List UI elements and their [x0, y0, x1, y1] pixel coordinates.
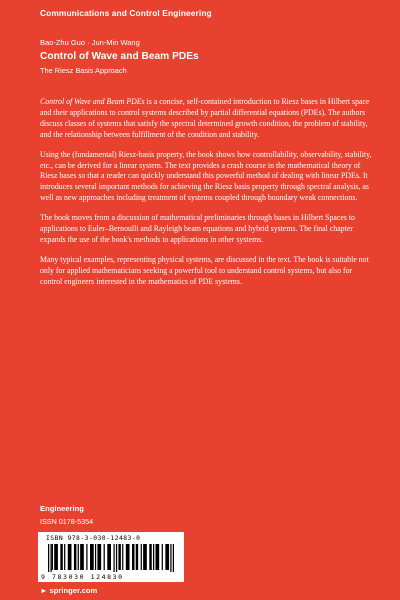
barcode-bar	[78, 544, 79, 570]
barcode-bar	[107, 544, 111, 570]
barcode-bar	[173, 544, 174, 572]
barcode-bar	[48, 544, 49, 572]
barcode-bar	[60, 544, 62, 570]
barcode-bar	[132, 544, 134, 570]
blurb-title-italic: Control of Wave and Beam PDEs	[40, 97, 145, 106]
barcode-bar	[86, 544, 87, 570]
authors: Bao-Zhu Guo · Jun-Min Wang	[40, 38, 140, 47]
blurb	[40, 97, 374, 297]
barcode-bar	[122, 544, 123, 570]
barcode-bar	[97, 544, 101, 570]
isbn-label: ISBN 978-3-030-12483-0	[46, 535, 141, 542]
barcode-bar	[126, 544, 130, 570]
barcode-bar	[162, 544, 163, 570]
blurb-paragraph-2: Using the (fundamental) Riesz-basis property, the book shows how controllability, observability, stability, etc., can be derived for a linear system. The text provides a crash course in the mathematical theory of Riesz bases so that a reader can quickly understand this powerful method of dealing with linear PDEs. It introduces several important methods for achieving the Riesz basis property through spectral analysis, as well as new approaches including treatment of systems coupled through boundary weak connections.	[40, 149, 372, 203]
barcode-bar	[165, 544, 169, 570]
barcode-digits: 9 783030 124830	[41, 573, 124, 581]
barcode-bar	[136, 544, 138, 570]
book-title: Control of Wave and Beam PDEs	[40, 51, 199, 62]
barcode-box	[38, 532, 184, 582]
series-name: Communications and Control Engineering	[40, 8, 212, 18]
barcode-bar	[54, 544, 58, 570]
arrow-icon: ►	[40, 586, 48, 595]
blurb-paragraph-4: Many typical examples, representing physical systems, are discussed in the text. The book is suitable not only for applied mathematicians seeking a powerful tool to understand control systems, but also for control engineers interested in the mathematics of PDE systems.	[40, 254, 369, 286]
book-subtitle: The Riesz Basis Approach	[40, 66, 127, 75]
barcode-icon	[48, 544, 174, 572]
barcode-bar	[149, 544, 151, 570]
barcode-bar	[155, 544, 159, 570]
blurb-p1-text: is a concise, self-contained introduction to Riesz bases in Hilbert space and their applications to control systems described by partial differential equations (PDEs). The authors discuss classes of systems that satisfy the spectral determined growth condition, the problem of stability, and the relationship between fulfillment of the condition and stability.	[40, 97, 370, 139]
barcode-bar	[113, 544, 114, 572]
barcode-bar	[90, 544, 94, 570]
barcode-bar	[74, 544, 76, 570]
barcode-bar	[170, 544, 171, 572]
barcode-bar	[64, 544, 65, 570]
subject-category: Engineering	[40, 504, 84, 513]
barcode-bar	[52, 544, 53, 570]
barcode-bar	[141, 544, 142, 570]
publisher-website[interactable]	[40, 586, 97, 595]
barcode-bar	[68, 544, 72, 570]
barcode-bar	[118, 544, 120, 570]
barcode-bar	[80, 544, 84, 570]
barcode-bar	[116, 544, 117, 572]
blurb-paragraph-1	[40, 97, 374, 141]
barcode-bar	[95, 544, 96, 570]
barcode-bar	[143, 544, 147, 570]
website-text: springer.com	[49, 586, 98, 595]
barcode-bar	[50, 544, 51, 572]
blurb-paragraph-3: The book moves from a discussion of mathematical preliminaries through bases in Hilbert Spaces to applications to Euler–Bernoulli and Rayleigh beam equations and hybrid systems. The final chapter expands the use of the book's methods to applications in other systems.	[40, 213, 355, 244]
barcode-bar	[104, 544, 105, 570]
barcode-bar	[153, 544, 154, 570]
issn: ISSN 0178-5354	[40, 517, 94, 526]
